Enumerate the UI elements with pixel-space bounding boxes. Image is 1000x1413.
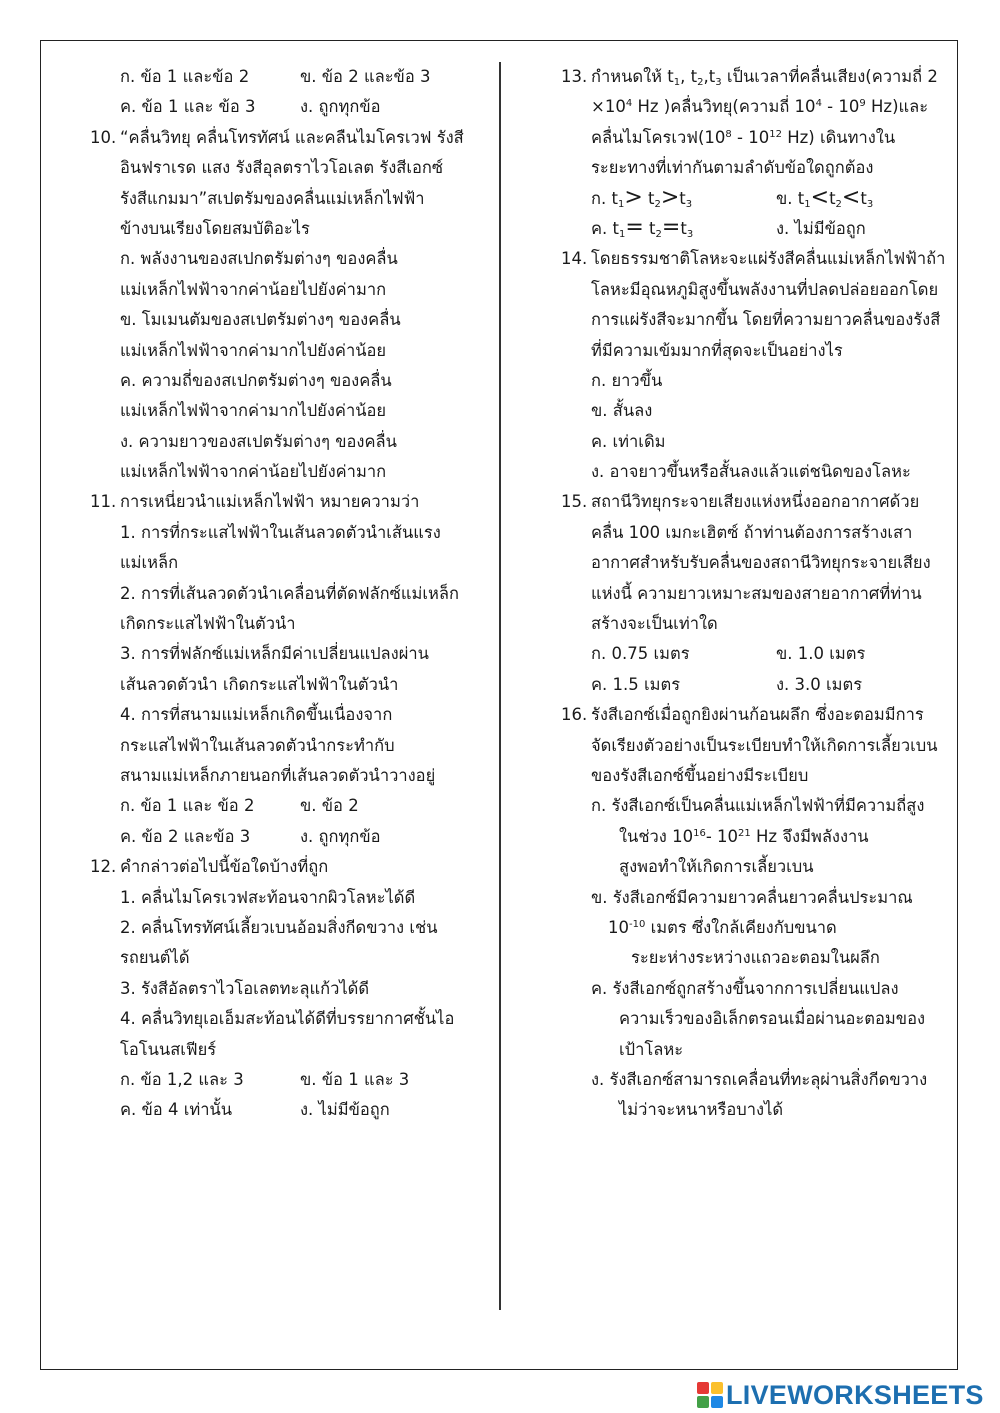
option-a[interactable]: ก. $t_1> t_2>t_3$ bbox=[591, 184, 693, 210]
option-d[interactable]: ง. ไม่มีข้อถูก bbox=[776, 218, 866, 238]
options-row2 bbox=[90, 822, 475, 852]
option-text: สูงพอทำให้เกิดการเลี้ยวเบน bbox=[619, 857, 814, 877]
options-row1 bbox=[90, 791, 475, 821]
option-a[interactable]: ก. 0.75 เมตร bbox=[591, 644, 690, 664]
question-text: กำหนดให้ $t_1$, $t_2,t_3$ เป็นเวลาที่คลื่นเสียง(ความถี่ 2 bbox=[591, 67, 938, 88]
logo-square-red bbox=[697, 1382, 709, 1394]
statement-4: 4. การที่สนามแม่เหล็กเกิดขึ้นเนื่องจาก bbox=[120, 705, 393, 725]
option-b[interactable]: ข. 1.0 เมตร bbox=[776, 644, 866, 664]
option-c[interactable]: ค. $t_1= t_2=t_3$ bbox=[591, 214, 694, 240]
option-a[interactable] bbox=[561, 791, 946, 882]
statement-2: 2. การที่เส้นลวดตัวนำเคลื่อนที่ตัดฟลักซ์แม่เหล็ก bbox=[120, 583, 459, 603]
option-d[interactable]: ง. ถูกทุกข้อ bbox=[300, 826, 381, 846]
question-12 bbox=[90, 852, 475, 1126]
option-text: $10^{-10}$ เมตร ซึ่งใกล้เคียงกับขนาด bbox=[608, 917, 837, 937]
question-number: 12. bbox=[90, 857, 117, 877]
options-row1 bbox=[561, 639, 946, 669]
statement-4-cont: โอโนนสเฟียร์ bbox=[120, 1039, 217, 1059]
option-b[interactable]: ข. สั้นลง bbox=[591, 401, 653, 421]
option-c[interactable]: ค. เท่าเดิม bbox=[591, 431, 666, 451]
logo-square-green bbox=[697, 1396, 709, 1408]
option-text: ง. รังสีเอกซ์สามารถเคลื่อนที่ทะลุผ่านสิ่งกีดขวาง bbox=[591, 1069, 928, 1089]
question-text: จัดเรียงตัวอย่างเป็นระเบียบทำให้เกิดการเลี้ยวเบน bbox=[591, 735, 938, 755]
question-text: อากาศสำหรับรับคลื่นของสถานีวิทยุกระจายเสียง bbox=[591, 553, 931, 573]
question-text: รังสีเอกซ์เมื่อถูกยิงผ่านก้อนผลึก ซึ่งอะตอมมีการ bbox=[591, 705, 924, 725]
logo-text: LIVEWORKSHEETS bbox=[726, 1379, 984, 1410]
option-text: แม่เหล็กไฟฟ้าจากค่าน้อยไปยังค่ามาก bbox=[120, 279, 387, 299]
options-row2 bbox=[561, 670, 946, 700]
question-text: คลื่นไมโครเวฟ($10^8 - 10^{12}$ Hz) เดินทางใน bbox=[591, 127, 896, 147]
question-text: แห่งนี้ ความยาวเหมาะสมของสายอากาศที่ท่าน bbox=[591, 583, 922, 603]
option-c[interactable] bbox=[561, 974, 946, 1065]
question-text: การแผ่รังสีจะมากขึ้น โดยที่ความยาวคลื่นของรังสี bbox=[591, 310, 941, 330]
question-16 bbox=[561, 700, 946, 1125]
question-number: 16. bbox=[561, 705, 588, 725]
option-text: ไม่ว่าจะหนาหรือบางได้ bbox=[619, 1100, 784, 1120]
statement-2: 2. คลื่นโทรทัศน์เลี้ยวเบนอ้อมสิ่งกีดขวาง เช่น bbox=[120, 917, 438, 937]
statement-1: 1. คลื่นไมโครเวฟสะท้อนจากผิวโลหะได้ดี bbox=[120, 887, 416, 907]
question-text: สถานีวิทยุกระจายเสียงแห่งหนึ่งออกอากาศด้วย bbox=[591, 492, 920, 512]
question-number: 14. bbox=[561, 249, 588, 269]
right-column bbox=[561, 62, 946, 1126]
option-a[interactable]: ก. ยาวขึ้น bbox=[591, 370, 663, 390]
question-text: $\times 10^4$ Hz )คลื่นวิทยุ(ความถี่ $10^4 - 10^9$ Hz)และ bbox=[591, 97, 929, 117]
question-10 bbox=[90, 123, 475, 488]
option-c[interactable]: ค. ข้อ 1 และ ข้อ 3 bbox=[120, 97, 256, 117]
statement-4-cont: สนามแม่เหล็กภายนอกที่เส้นลวดตัวนำวางอยู่ bbox=[120, 765, 436, 785]
option-b[interactable]: ข. $t_1<t_2<t_3$ bbox=[776, 184, 874, 210]
question-11 bbox=[90, 487, 475, 852]
option-d[interactable]: ง. อาจยาวขึ้นหรือสั้นลงแล้วแต่ชนิดของโลหะ bbox=[591, 462, 911, 482]
options-row1 bbox=[561, 184, 946, 214]
question-number: 11. bbox=[90, 492, 117, 512]
question-15 bbox=[561, 487, 946, 700]
question-text: “คลื่นวิทยุ คลื่นโทรทัศน์ และคลืนไมโครเวฟ รังสี bbox=[120, 127, 464, 147]
question-text: อินฟราเรด แสง รังสีอุลตราไวโอเลต รังสีเอกซ์ bbox=[120, 158, 444, 178]
statement-2-cont: เกิดกระแสไฟฟ้าในตัวนำ bbox=[120, 614, 296, 634]
option-c[interactable]: ค. ข้อ 4 เท่านั้น bbox=[120, 1100, 233, 1120]
question-text: คำกล่าวต่อไปนี้ข้อใดบ้างที่ถูก bbox=[120, 857, 329, 877]
options-row2 bbox=[561, 214, 946, 244]
option-a[interactable]: ก. ข้อ 1 และข้อ 2 bbox=[120, 67, 250, 86]
statement-1: 1. การที่กระแสไฟฟ้าในเส้นลวดตัวนำเส้นแรง bbox=[120, 522, 441, 542]
statement-4-cont: กระแสไฟฟ้าในเส้นลวดตัวนำกระทำกับ bbox=[120, 735, 395, 755]
option-c[interactable]: ค. 1.5 เมตร bbox=[591, 674, 681, 694]
option-text: ง. ความยาวของสเปตรัมต่างๆ ของคลื่น bbox=[120, 431, 397, 451]
option-text: ในช่วง $10^{16}-$ $10^{21}$ Hz จึงมีพลังงาน bbox=[619, 826, 869, 846]
statement-3: 3. รังสีอัลตราไวโอเลตทะลุแก้วได้ดี bbox=[120, 978, 370, 998]
option-text: แม่เหล็กไฟฟ้าจากค่ามากไปยังค่าน้อย bbox=[120, 401, 387, 421]
prev-question-options-row2 bbox=[90, 92, 475, 122]
option-d[interactable] bbox=[561, 1065, 946, 1126]
option-text: แม่เหล็กไฟฟ้าจากค่าน้อยไปยังค่ามาก bbox=[120, 462, 387, 482]
option-text: ความเร็วของอิเล็กตรอนเมื่อผ่านอะตอมของ bbox=[619, 1009, 926, 1029]
statement-3: 3. การที่ฟลักซ์แม่เหล็กมีค่าเปลี่ยนแปลงผ่าน bbox=[120, 644, 429, 664]
option-b[interactable] bbox=[90, 305, 475, 366]
option-b[interactable]: ข. ข้อ 2 bbox=[300, 796, 359, 816]
question-text: ระยะทางที่เท่ากันตามลำดับข้อใดถูกต้อง bbox=[591, 158, 874, 178]
question-text: สร้างจะเป็นเท่าใด bbox=[591, 614, 718, 634]
question-number: 10. bbox=[90, 127, 117, 147]
question-number: 15. bbox=[561, 492, 588, 512]
option-c[interactable] bbox=[90, 366, 475, 427]
question-text: ของรังสีเอกซ์ขึ้นอย่างมีระเบียบ bbox=[591, 765, 809, 785]
column-divider bbox=[499, 62, 501, 1310]
logo-grid-icon bbox=[697, 1382, 723, 1408]
question-text: คลื่น 100 เมกะเฮิตซ์ ถ้าท่านต้องการสร้างเสา bbox=[591, 522, 913, 542]
option-d[interactable]: ง. ถูกทุกข้อ bbox=[300, 97, 381, 117]
option-b[interactable] bbox=[561, 883, 946, 974]
question-13 bbox=[561, 62, 946, 244]
option-text: ค. ความถี่ของสเปกตรัมต่างๆ ของคลื่น bbox=[120, 370, 392, 390]
question-text: รังสีแกมมา”สเปตรัมของคลื่นแม่เหล็กไฟฟ้า bbox=[120, 188, 425, 208]
question-text: การเหนี่ยวนำแม่เหล็กไฟฟ้า หมายความว่า bbox=[120, 492, 420, 512]
option-text: ระยะห่างระหว่างแถวอะตอมในผลึก bbox=[631, 948, 880, 968]
question-text: ที่มีความเข้มมากที่สุดจะเป็นอย่างไร bbox=[591, 340, 843, 360]
option-c[interactable]: ค. ข้อ 2 และข้อ 3 bbox=[120, 826, 251, 846]
option-d[interactable]: ง. 3.0 เมตร bbox=[776, 674, 863, 694]
statement-1-cont: แม่เหล็ก bbox=[120, 553, 179, 573]
options-row1 bbox=[90, 1065, 475, 1095]
option-a[interactable]: ก. ข้อ 1,2 และ 3 bbox=[120, 1069, 244, 1089]
logo-square-blue bbox=[711, 1396, 723, 1408]
option-b[interactable]: ข. ข้อ 2 และข้อ 3 bbox=[300, 67, 431, 86]
question-text: โลหะมีอุณหภูมิสูงขึ้นพลังงานที่ปลดปล่อยออกโดย bbox=[591, 279, 939, 299]
statement-3-cont: เส้นลวดตัวนำ เกิดกระแสไฟฟ้าในตัวนำ bbox=[120, 674, 399, 694]
option-text: ก. รังสีเอกซ์เป็นคลื่นแม่เหล็กไฟฟ้าที่มีความถี่สูง bbox=[591, 796, 925, 816]
prev-question-options-row1 bbox=[90, 62, 475, 92]
options-row2 bbox=[90, 1095, 475, 1125]
option-d[interactable]: ง. ไม่มีข้อถูก bbox=[300, 1100, 390, 1120]
option-a[interactable]: ก. ข้อ 1 และ ข้อ 2 bbox=[120, 796, 255, 816]
option-text: เป้าโลหะ bbox=[619, 1039, 684, 1059]
option-text: ข. รังสีเอกซ์มีความยาวคลื่นยาวคลื่นประมาณ bbox=[591, 887, 913, 907]
option-text: ก. พลังงานของสเปกตรัมต่างๆ ของคลื่น bbox=[120, 249, 398, 269]
option-d[interactable] bbox=[90, 427, 475, 488]
option-b[interactable]: ข. ข้อ 1 และ 3 bbox=[300, 1069, 410, 1089]
liveworksheets-logo[interactable] bbox=[697, 1380, 984, 1410]
question-text: ข้างบนเรียงโดยสมบัติอะไร bbox=[120, 218, 310, 238]
option-text: ข. โมเมนตัมของสเปตรัมต่างๆ ของคลื่น bbox=[120, 310, 401, 330]
question-text: โดยธรรมชาติโลหะจะแผ่รังสีคลื่นแม่เหล็กไฟฟ้าถ้า bbox=[591, 249, 946, 269]
question-number: 13. bbox=[561, 67, 588, 86]
left-column bbox=[90, 62, 475, 1126]
question-14 bbox=[561, 244, 946, 487]
statement-4: 4. คลื่นวิทยุเอเอ็มสะท้อนได้ดีที่บรรยากาศชั้นไอ bbox=[120, 1009, 455, 1029]
logo-square-yellow bbox=[711, 1382, 723, 1394]
option-text: ค. รังสีเอกซ์ถูกสร้างขึ้นจากการเปลี่ยนแปลง bbox=[591, 978, 899, 998]
statement-2-cont: รถยนต์ได้ bbox=[120, 948, 190, 968]
option-text: แม่เหล็กไฟฟ้าจากค่ามากไปยังค่าน้อย bbox=[120, 340, 387, 360]
option-a[interactable] bbox=[90, 244, 475, 305]
